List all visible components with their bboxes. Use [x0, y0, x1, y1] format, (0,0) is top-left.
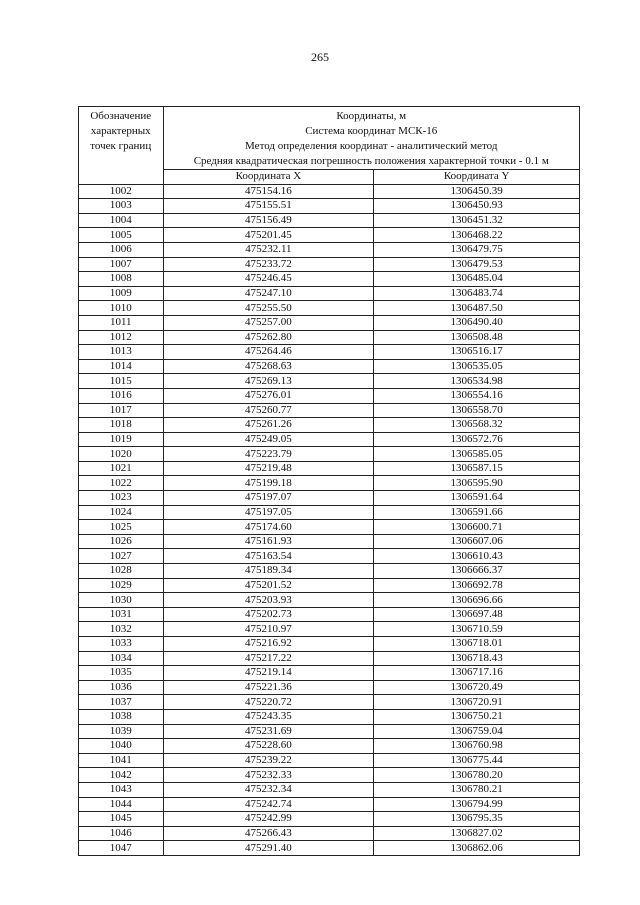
table-row [79, 695, 580, 710]
header-accuracy: Средняя квадратическая погрешность положения характерной точки - 0.1 м [193, 155, 549, 167]
table-row [79, 782, 580, 797]
table-row [79, 739, 580, 754]
table-row [79, 753, 580, 768]
coord-y-cell: 1306696.66 [374, 593, 580, 608]
coord-y-cell: 1306780.20 [374, 768, 580, 783]
point-id-cell: 1046 [79, 826, 164, 841]
header-col-x: Координата X [163, 170, 374, 185]
point-id-cell: 1013 [79, 345, 164, 360]
point-id-cell: 1029 [79, 578, 164, 593]
coord-x-cell: 475203.93 [163, 593, 374, 608]
header-point-designation: Обозначение характерных точек границ [79, 107, 164, 185]
coord-y-cell: 1306585.05 [374, 447, 580, 462]
point-id-cell: 1041 [79, 753, 164, 768]
coord-y-cell: 1306718.01 [374, 637, 580, 652]
table-row [79, 724, 580, 739]
table-row [79, 359, 580, 374]
coord-x-cell: 475276.01 [163, 388, 374, 403]
coord-y-cell: 1306697.48 [374, 607, 580, 622]
table-row [79, 651, 580, 666]
coord-y-cell: 1306591.66 [374, 505, 580, 520]
coord-y-cell: 1306568.32 [374, 418, 580, 433]
coord-y-cell: 1306485.04 [374, 272, 580, 287]
table-row [79, 242, 580, 257]
coord-x-cell: 475197.07 [163, 491, 374, 506]
table-row [79, 228, 580, 243]
table-row [79, 301, 580, 316]
coord-y-cell: 1306534.98 [374, 374, 580, 389]
table-row [79, 286, 580, 301]
coord-y-cell: 1306487.50 [374, 301, 580, 316]
table-row [79, 432, 580, 447]
point-id-cell: 1009 [79, 286, 164, 301]
coord-x-cell: 475269.13 [163, 374, 374, 389]
coordinates-table [78, 106, 580, 856]
point-id-cell: 1039 [79, 724, 164, 739]
coord-x-cell: 475223.79 [163, 447, 374, 462]
coord-x-cell: 475201.52 [163, 578, 374, 593]
coord-x-cell: 475199.18 [163, 476, 374, 491]
table-row [79, 564, 580, 579]
table-row [79, 476, 580, 491]
coord-x-cell: 475233.72 [163, 257, 374, 272]
table-row [79, 315, 580, 330]
table-row [79, 388, 580, 403]
coord-y-cell: 1306468.22 [374, 228, 580, 243]
coord-x-cell: 475174.60 [163, 520, 374, 535]
coord-y-cell: 1306862.06 [374, 841, 580, 856]
point-id-cell: 1025 [79, 520, 164, 535]
coord-x-cell: 475154.16 [163, 184, 374, 199]
coord-x-cell: 475232.11 [163, 242, 374, 257]
point-id-cell: 1020 [79, 447, 164, 462]
coord-x-cell: 475242.99 [163, 812, 374, 827]
point-id-cell: 1021 [79, 461, 164, 476]
coord-x-cell: 475219.48 [163, 461, 374, 476]
coord-y-cell: 1306607.06 [374, 534, 580, 549]
coord-y-cell: 1306718.43 [374, 651, 580, 666]
coord-y-cell: 1306490.40 [374, 315, 580, 330]
table-row [79, 666, 580, 681]
coord-y-cell: 1306827.02 [374, 826, 580, 841]
coord-y-cell: 1306535.05 [374, 359, 580, 374]
table-row [79, 505, 580, 520]
coord-x-cell: 475156.49 [163, 213, 374, 228]
coord-x-cell: 475246.45 [163, 272, 374, 287]
table-row [79, 447, 580, 462]
point-id-cell: 1036 [79, 680, 164, 695]
coord-x-cell: 475217.22 [163, 651, 374, 666]
coord-x-cell: 475231.69 [163, 724, 374, 739]
coord-y-cell: 1306558.70 [374, 403, 580, 418]
point-id-cell: 1043 [79, 782, 164, 797]
coord-y-cell: 1306587.15 [374, 461, 580, 476]
coord-y-cell: 1306794.99 [374, 797, 580, 812]
coord-y-cell: 1306450.39 [374, 184, 580, 199]
point-id-cell: 1019 [79, 432, 164, 447]
coord-x-cell: 475210.97 [163, 622, 374, 637]
point-id-cell: 1017 [79, 403, 164, 418]
point-id-cell: 1010 [79, 301, 164, 316]
header-coordinates-info [163, 107, 580, 170]
coord-x-cell: 475266.43 [163, 826, 374, 841]
coord-x-cell: 475232.33 [163, 768, 374, 783]
table-row [79, 461, 580, 476]
coord-y-cell: 1306780.21 [374, 782, 580, 797]
coord-x-cell: 475257.00 [163, 315, 374, 330]
table-row [79, 520, 580, 535]
point-id-cell: 1038 [79, 709, 164, 724]
header-method: Метод определения координат - аналитический метод [245, 140, 498, 152]
coord-y-cell: 1306720.91 [374, 695, 580, 710]
point-id-cell: 1015 [79, 374, 164, 389]
point-id-cell: 1006 [79, 242, 164, 257]
point-id-cell: 1023 [79, 491, 164, 506]
coord-x-cell: 475268.63 [163, 359, 374, 374]
table-row [79, 534, 580, 549]
table-row [79, 199, 580, 214]
coord-y-cell: 1306760.98 [374, 739, 580, 754]
coord-y-cell: 1306600.71 [374, 520, 580, 535]
coord-y-cell: 1306795.35 [374, 812, 580, 827]
table-row [79, 374, 580, 389]
table-row [79, 491, 580, 506]
table-row [79, 768, 580, 783]
coord-x-cell: 475161.93 [163, 534, 374, 549]
table-row [79, 637, 580, 652]
coord-y-cell: 1306692.78 [374, 578, 580, 593]
point-id-cell: 1033 [79, 637, 164, 652]
table-row [79, 578, 580, 593]
point-id-cell: 1047 [79, 841, 164, 856]
point-id-cell: 1008 [79, 272, 164, 287]
coord-x-cell: 475242.74 [163, 797, 374, 812]
coord-x-cell: 475239.22 [163, 753, 374, 768]
coord-x-cell: 475264.46 [163, 345, 374, 360]
coord-x-cell: 475262.80 [163, 330, 374, 345]
table-row [79, 330, 580, 345]
point-id-cell: 1007 [79, 257, 164, 272]
table-row [79, 841, 580, 856]
coord-x-cell: 475216.92 [163, 637, 374, 652]
header-coords-title: Координаты, м [336, 110, 407, 122]
coord-y-cell: 1306554.16 [374, 388, 580, 403]
point-id-cell: 1022 [79, 476, 164, 491]
coord-x-cell: 475255.50 [163, 301, 374, 316]
table-row [79, 797, 580, 812]
coord-x-cell: 475221.36 [163, 680, 374, 695]
point-id-cell: 1002 [79, 184, 164, 199]
coord-y-cell: 1306451.32 [374, 213, 580, 228]
coord-x-cell: 475155.51 [163, 199, 374, 214]
point-id-cell: 1027 [79, 549, 164, 564]
coord-y-cell: 1306483.74 [374, 286, 580, 301]
coord-y-cell: 1306479.53 [374, 257, 580, 272]
coord-x-cell: 475260.77 [163, 403, 374, 418]
header-coordinate-system: Система координат МСК-16 [305, 125, 438, 137]
coord-y-cell: 1306750.21 [374, 709, 580, 724]
coord-y-cell: 1306666.37 [374, 564, 580, 579]
coord-y-cell: 1306775.44 [374, 753, 580, 768]
coord-x-cell: 475243.35 [163, 709, 374, 724]
table-row [79, 622, 580, 637]
table-row [79, 345, 580, 360]
point-id-cell: 1037 [79, 695, 164, 710]
coord-x-cell: 475247.10 [163, 286, 374, 301]
coord-x-cell: 475201.45 [163, 228, 374, 243]
point-id-cell: 1003 [79, 199, 164, 214]
point-id-cell: 1040 [79, 739, 164, 754]
coord-y-cell: 1306572.76 [374, 432, 580, 447]
coord-x-cell: 475189.34 [163, 564, 374, 579]
coord-y-cell: 1306591.64 [374, 491, 580, 506]
header-col-y: Координата Y [374, 170, 580, 185]
table-row [79, 418, 580, 433]
point-id-cell: 1034 [79, 651, 164, 666]
point-id-cell: 1032 [79, 622, 164, 637]
point-id-cell: 1005 [79, 228, 164, 243]
point-id-cell: 1044 [79, 797, 164, 812]
coord-y-cell: 1306759.04 [374, 724, 580, 739]
coord-y-cell: 1306516.17 [374, 345, 580, 360]
point-id-cell: 1045 [79, 812, 164, 827]
point-id-cell: 1028 [79, 564, 164, 579]
table-row [79, 549, 580, 564]
page-number: 265 [311, 50, 329, 64]
point-id-cell: 1012 [79, 330, 164, 345]
coord-y-cell: 1306450.93 [374, 199, 580, 214]
coord-x-cell: 475219.14 [163, 666, 374, 681]
point-id-cell: 1011 [79, 315, 164, 330]
table-row [79, 607, 580, 622]
table-row [79, 709, 580, 724]
coord-x-cell: 475291.40 [163, 841, 374, 856]
coord-y-cell: 1306710.59 [374, 622, 580, 637]
point-id-cell: 1035 [79, 666, 164, 681]
table-body [79, 184, 580, 855]
coord-x-cell: 475163.54 [163, 549, 374, 564]
coord-y-cell: 1306595.90 [374, 476, 580, 491]
point-id-cell: 1026 [79, 534, 164, 549]
coord-y-cell: 1306610.43 [374, 549, 580, 564]
coord-x-cell: 475220.72 [163, 695, 374, 710]
coord-x-cell: 475228.60 [163, 739, 374, 754]
table-row [79, 593, 580, 608]
point-id-cell: 1016 [79, 388, 164, 403]
table-row [79, 257, 580, 272]
table-row [79, 680, 580, 695]
point-id-cell: 1018 [79, 418, 164, 433]
point-id-cell: 1042 [79, 768, 164, 783]
point-id-cell: 1004 [79, 213, 164, 228]
point-id-cell: 1024 [79, 505, 164, 520]
point-id-cell: 1030 [79, 593, 164, 608]
table-row [79, 272, 580, 287]
coord-y-cell: 1306720.49 [374, 680, 580, 695]
coord-x-cell: 475232.34 [163, 782, 374, 797]
coord-x-cell: 475261.26 [163, 418, 374, 433]
table-row [79, 184, 580, 199]
point-id-cell: 1031 [79, 607, 164, 622]
table-row [79, 403, 580, 418]
coord-y-cell: 1306508.48 [374, 330, 580, 345]
coord-x-cell: 475197.05 [163, 505, 374, 520]
coord-x-cell: 475202.73 [163, 607, 374, 622]
coord-y-cell: 1306479.75 [374, 242, 580, 257]
coord-x-cell: 475249.05 [163, 432, 374, 447]
table-row [79, 826, 580, 841]
point-id-cell: 1014 [79, 359, 164, 374]
table-row [79, 213, 580, 228]
coord-y-cell: 1306717.16 [374, 666, 580, 681]
table-row [79, 812, 580, 827]
